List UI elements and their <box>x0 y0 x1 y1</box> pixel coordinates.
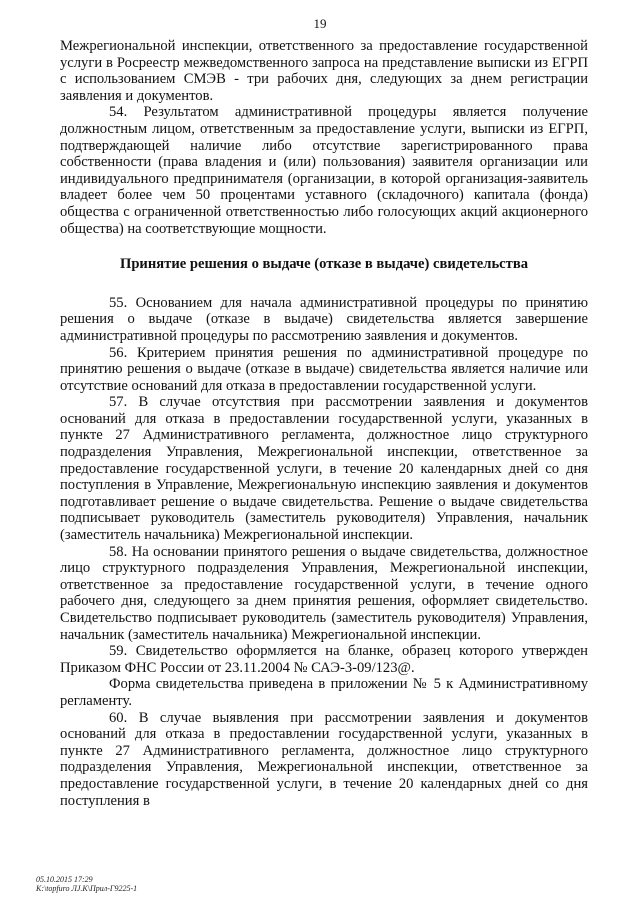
paragraph-60: 60. В случае выявления при рассмотрении заявления и документов оснований для отказа в предоставлении государственной услуги, указанных в пункте 27 Административного регламента, должностное лицо структурного подразделения Управления, Межрегиональной инспекции, ответственное за предоставление государственной услуги, в течение 20 календарных дней со дня поступления в <box>60 709 588 809</box>
paragraph-59-form: Форма свидетельства приведена в приложении № 5 к Административному регламенту. <box>60 676 588 709</box>
document-body <box>60 38 588 809</box>
section-heading: Принятие решения о выдаче (отказе в выдаче) свидетельства <box>119 256 529 273</box>
paragraph-59: 59. Свидетельство оформляется на бланке, образец которого утвержден Приказом ФНС России от 23.11.2004 № САЭ-3-09/123@. <box>60 643 588 676</box>
paragraph-55: 55. Основанием для начала административной процедуры по принятию решения о выдаче (отказе в выдаче) свидетельства является завершение административной процедуры по рассмотрению заявления и документов. <box>60 294 588 344</box>
paragraph-54: 54. Результатом административной процедуры является получение должностным лицом, ответственным за предоставление услуги, выписки из ЕГРП, подтверждающей наличие либо отсутствие зарегистрированного права собственности (права владения и (или) пользования) заявителя организации или индивидуального предпринимателя (организации, в которой организация-заявитель владеет более чем 50 процентами уставного (складочного) капитала (фонда) общества с ограниченной ответственностью либо голосующих акций акционерного общества) на соответствующие мощности. <box>60 104 588 237</box>
paragraph-56: 56. Критерием принятия решения по административной процедуре по принятию решения о выдаче (отказе в выдаче) свидетельства является наличие или отсутствие оснований для отказа в предоставлении государственной услуги. <box>60 344 588 394</box>
page-number: 19 <box>313 16 327 31</box>
footer-timestamp: 05.10.2015 17:29 <box>36 875 93 884</box>
footer-stamp <box>36 875 137 893</box>
footer-file-path: К:\topfuro ЛJ.К\Прил-Г9225-1 <box>36 884 138 893</box>
paragraph-57: 57. В случае отсутствия при рассмотрении заявления и документов оснований для отказа в предоставлении государственной услуги, указанных в пункте 27 Административного регламента, должностное лицо структурного подразделения Управления, Межрегиональной инспекции, ответственное за предоставление государственной услуги, в течение 20 календарных дней со дня поступления в Управление, Межрегиональную инспекцию заявления и документов подготавливает решение о выдаче свидетельства. Решение о выдаче свидетельства подписывает руководитель (заместитель руководителя) Управления, начальник (заместитель начальника) Межрегиональной инспекции. <box>60 394 588 544</box>
paragraph-continuation: Межрегиональной инспекции, ответственного за предоставление государственной услуги в Росреестр межведомственного запроса на представление выписки из ЕГРП с использованием СМЭВ - три рабочих дня, следующих за днем регистрации заявления и документов. <box>60 38 588 104</box>
paragraph-58: 58. На основании принятого решения о выдаче свидетельства, должностное лицо структурного подразделения Управления, Межрегиональной инспекции, ответственное за предоставление государственной услуги, в течение одного рабочего дня, следующего за днем принятия решения, оформляет свидетельство. Свидетельство подписывает руководитель (заместитель руководителя) Управления, начальник (заместитель начальника) Межрегиональной инспекции. <box>60 543 588 643</box>
